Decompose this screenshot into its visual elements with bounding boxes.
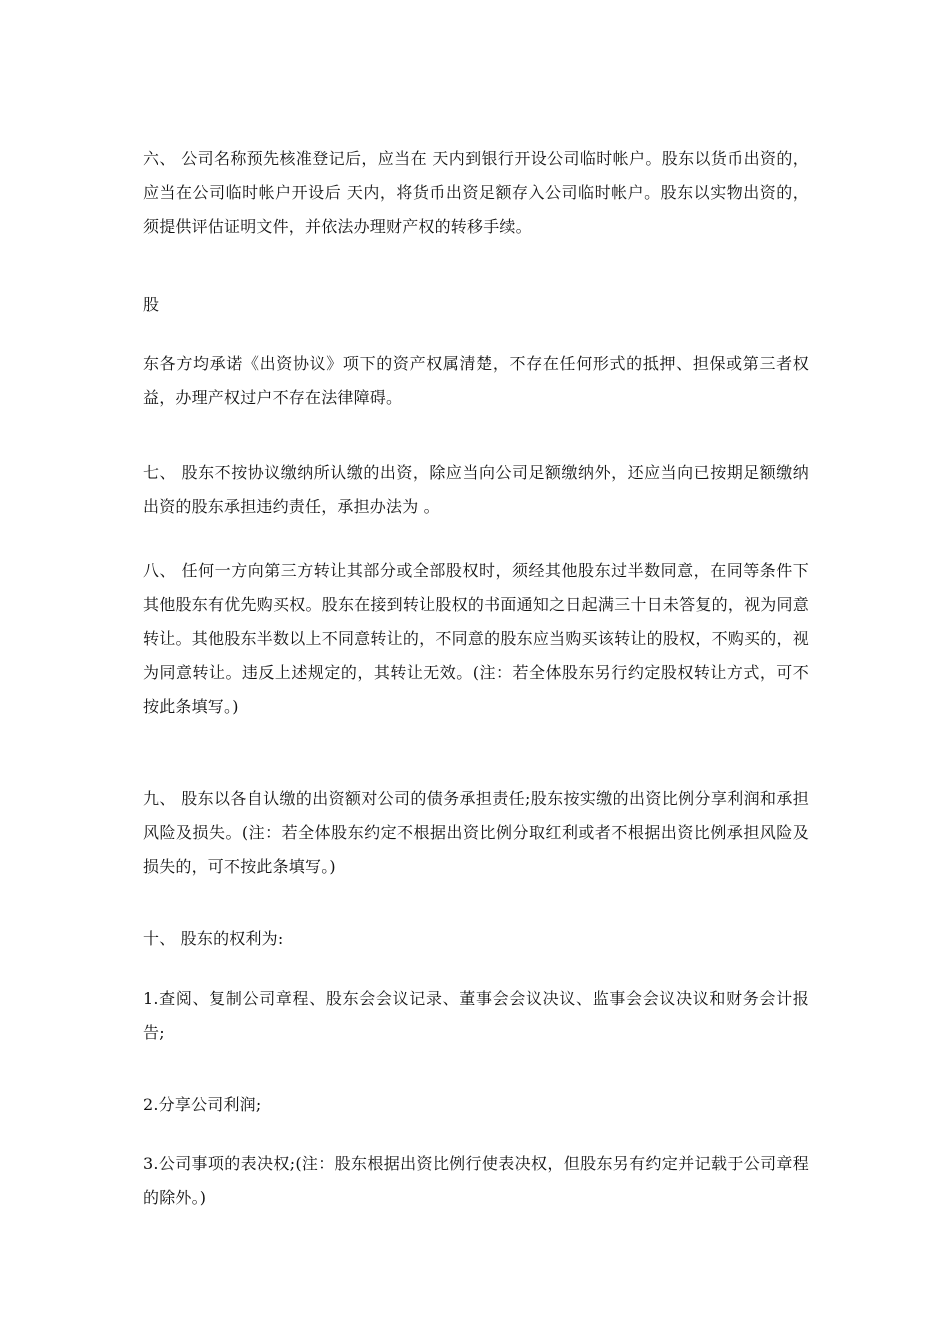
- paragraph-fragment-gu: 股: [143, 295, 160, 314]
- paragraph-asset-commitment: 东各方均承诺《出资协议》项下的资产权属清楚，不存在任何形式的抵押、担保或第三者权益，办理产权过户不存在法律障碍。: [143, 354, 809, 407]
- paragraph-article-6: 六、 公司名称预先核准登记后，应当在 天内到银行开设公司临时帐户。股东以货币出资的，应当在公司临时帐户开设后 天内，将货币出资足额存入公司临时帐户。股东以实物出资的，须提供评估证明文件，并依法办理财产权的转移手续。: [143, 149, 809, 236]
- paragraph-article-8: 八、 任何一方向第三方转让其部分或全部股权时，须经其他股东过半数同意，在同等条件下其他股东有优先购买权。股东在接到转让股权的书面通知之日起满三十日未答复的，视为同意转让。其他股东半数以上不同意转让的，不同意的股东应当购买该转让的股权，不购买的，视为同意转让。违反上述规定的，其转让无效。(注：若全体股东另行约定股权转让方式，可不按此条填写。): [143, 561, 809, 716]
- list-item-right-1: 1.查阅、复制公司章程、股东会会议记录、董事会会议决议、监事会会议决议和财务会计报告;: [143, 989, 809, 1042]
- paragraph-article-9: 九、 股东以各自认缴的出资额对公司的债务承担责任;股东按实缴的出资比例分享利润和承担风险及损失。(注：若全体股东约定不根据出资比例分取红利或者不根据出资比例承担风险及损失的，可不按此条填写。): [143, 789, 809, 876]
- list-item-right-3: 3.公司事项的表决权;(注：股东根据出资比例行使表决权，但股东另有约定并记载于公司章程的除外。): [143, 1154, 809, 1207]
- paragraph-article-7: 七、 股东不按协议缴纳所认缴的出资，除应当向公司足额缴纳外，还应当向已按期足额缴纳出资的股东承担违约责任，承担办法为 。: [143, 463, 809, 516]
- list-item-right-2: 2.分享公司利润;: [143, 1095, 262, 1114]
- paragraph-article-10: 十、 股东的权利为:: [143, 929, 284, 948]
